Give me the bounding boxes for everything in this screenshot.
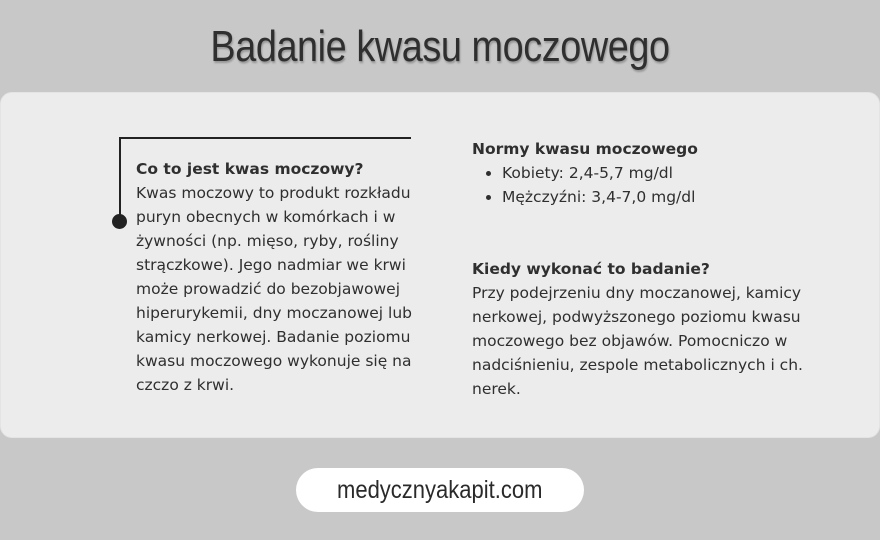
- definition-section: [136, 157, 436, 397]
- norm-item-women: • Kobiety: 2,4-5,7 mg/dl: [502, 161, 812, 185]
- definition-body: Kwas moczowy to produkt rozkładu puryn obecnych w komórkach i w żywności (np. mięso, ryby, rośliny strączkowe). Jego nadmiar we krwi może prowadzić do bezobjawowej hiperurykemii, dny moczanowej lub kamicy nerkowej. Badanie poziomu kwasu moczowego wykonuje się na czczo z krwi.: [136, 184, 412, 394]
- bracket-dot: [112, 214, 127, 229]
- site-name: medycznyakapit.com: [337, 475, 543, 504]
- site-badge[interactable]: [296, 468, 584, 512]
- when-body: Przy podejrzeniu dny moczanowej, kamicy nerkowej, podwyższonego poziomu kwasu moczowego bez objawów. Pomocniczo w nadciśnieniu, zespole metabolicznych i ch. nerek.: [472, 284, 803, 398]
- norm-item-men: • Mężczyźni: 3,4-7,0 mg/dl: [502, 185, 812, 209]
- bracket-line-vertical: [119, 137, 121, 221]
- page-title: Badanie kwasu moczowego: [210, 22, 670, 71]
- when-heading: Kiedy wykonać to badanie?: [472, 260, 710, 278]
- bracket-line-horizontal: [119, 137, 411, 139]
- norms-list: [472, 161, 812, 209]
- norms-heading: Normy kwasu moczowego: [472, 140, 698, 158]
- norms-section: [472, 137, 812, 401]
- definition-heading: Co to jest kwas moczowy?: [136, 160, 364, 178]
